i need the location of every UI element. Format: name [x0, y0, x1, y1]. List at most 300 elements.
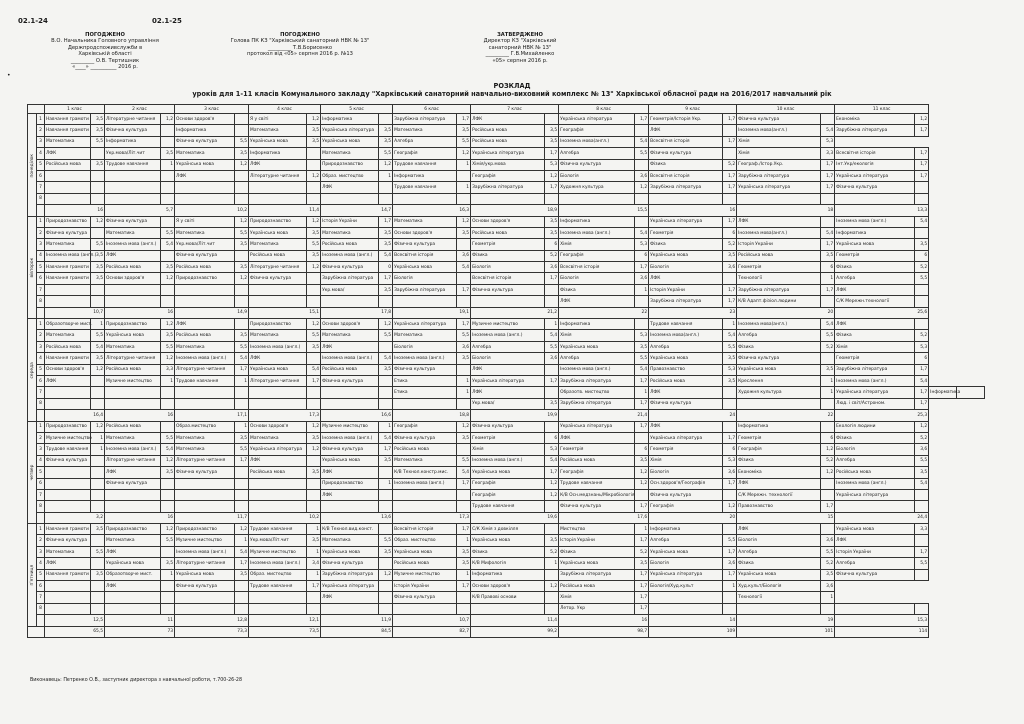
- lesson-row: [28, 398, 985, 409]
- subject-cell: [835, 603, 915, 614]
- hours-cell: 1,7: [379, 273, 393, 284]
- subject-cell: Фізична культура: [45, 455, 91, 466]
- hours-cell: 1,2: [635, 478, 649, 489]
- day-total: 15,5: [559, 205, 649, 216]
- hours-cell: 3,5: [161, 148, 175, 159]
- hours-cell: 5,5: [915, 273, 929, 284]
- hours-cell: [915, 489, 929, 500]
- subject-cell: Природознавство: [321, 159, 379, 170]
- day-total-row: [28, 512, 985, 523]
- day-total: 16,6: [321, 410, 393, 421]
- subject-cell: Музичне мистецтво: [471, 319, 545, 330]
- hours-cell: 1,2: [235, 159, 249, 170]
- lesson-number: 2: [37, 125, 45, 136]
- day-name: понеділок: [28, 114, 37, 217]
- subject-cell: Російська мова: [471, 227, 545, 238]
- subject-cell: Біологія: [393, 273, 457, 284]
- subject-cell: [249, 284, 307, 295]
- hours-cell: 5,5: [635, 148, 649, 159]
- hours-cell: 1: [307, 524, 321, 535]
- subject-cell: Укр.мова/: [471, 398, 545, 409]
- hours-cell: 1,7: [821, 159, 835, 170]
- subject-cell: Навчання грамоти: [45, 569, 91, 580]
- lesson-number: 2: [37, 535, 45, 546]
- subject-cell: Математика: [393, 125, 457, 136]
- hours-cell: 1,7: [307, 581, 321, 592]
- day-total-row: [28, 307, 985, 318]
- approved-line: _________ Г.В.Михайленко: [485, 51, 555, 58]
- hours-cell: [915, 319, 929, 330]
- hours-cell: [379, 398, 393, 409]
- hours-cell: [635, 159, 649, 170]
- hours-cell: [545, 193, 559, 204]
- hours-cell: [161, 501, 175, 512]
- subject-cell: Українська мова: [321, 546, 379, 557]
- subject-cell: Українська література: [393, 319, 457, 330]
- subject-cell: Українська література: [835, 387, 915, 398]
- total-spacer: [37, 205, 45, 216]
- subject-cell: [649, 603, 723, 614]
- hours-cell: 1: [635, 524, 649, 535]
- subject-cell: Російська мова: [471, 125, 545, 136]
- subject-cell: Геометрія: [835, 250, 915, 261]
- hours-cell: 3,5: [307, 250, 321, 261]
- hours-cell: [235, 387, 249, 398]
- hours-cell: [723, 125, 737, 136]
- hours-cell: 3,5: [307, 535, 321, 546]
- subject-cell: Іноземна мова (англ.): [471, 455, 545, 466]
- subject-cell: Українська мова: [249, 227, 307, 238]
- day-total: 14: [649, 615, 737, 626]
- subject-cell: Математика: [45, 136, 91, 147]
- hours-cell: [307, 478, 321, 489]
- subject-cell: [835, 193, 915, 204]
- hours-cell: [91, 148, 105, 159]
- hours-cell: [91, 284, 105, 295]
- hours-cell: [91, 296, 105, 307]
- subject-cell: Українська мова: [105, 330, 161, 341]
- hours-cell: 5,5: [161, 227, 175, 238]
- subject-cell: Зарубіжна література: [559, 375, 635, 386]
- hours-cell: [545, 501, 559, 512]
- subject-cell: Іноземна мова (англ.): [835, 375, 915, 386]
- hours-cell: [91, 170, 105, 181]
- hours-cell: 5,5: [457, 330, 471, 341]
- hours-cell: [91, 193, 105, 204]
- hours-cell: 1: [821, 273, 835, 284]
- subject-cell: Навчання грамоти: [45, 524, 91, 535]
- subject-cell: Українська мова: [105, 558, 161, 569]
- hours-cell: [545, 569, 559, 580]
- subject-cell: Основи здоров'я: [175, 114, 235, 125]
- hours-cell: 3,6: [545, 353, 559, 364]
- subject-cell: Українська література: [559, 114, 635, 125]
- grand-total-spacer: [28, 626, 45, 637]
- subject-cell: Українська мова: [175, 159, 235, 170]
- hours-cell: [915, 535, 929, 546]
- lesson-row: [28, 432, 985, 443]
- subject-cell: Трудове навчання: [249, 581, 307, 592]
- subject-cell: Навчання грамоти: [45, 262, 91, 273]
- hours-cell: [821, 524, 835, 535]
- subject-cell: Іноземна мова (англ.): [835, 216, 915, 227]
- agreed-line: Харківській області: [78, 51, 132, 58]
- hours-cell: 3,5: [821, 364, 835, 375]
- hours-cell: 1,7: [379, 216, 393, 227]
- subject-cell: Українська література: [835, 170, 915, 181]
- lesson-number: 4: [37, 558, 45, 569]
- hours-cell: 1,7: [821, 501, 835, 512]
- subject-cell: [105, 284, 161, 295]
- lesson-row: [28, 478, 985, 489]
- hours-cell: 3,5: [91, 569, 105, 580]
- hours-cell: 5,4: [723, 330, 737, 341]
- subject-cell: Українська мова: [471, 467, 545, 478]
- day-total: 10,7: [45, 307, 105, 318]
- day-total: 20: [649, 512, 737, 523]
- hours-cell: 1,2: [545, 478, 559, 489]
- hours-cell: [91, 489, 105, 500]
- hours-cell: 1,7: [723, 478, 737, 489]
- subject-cell: ЛФК: [321, 489, 379, 500]
- subject-cell: ЛФК: [105, 250, 161, 261]
- lesson-row: [28, 501, 985, 512]
- hours-cell: 3,5: [307, 467, 321, 478]
- hours-cell: [379, 581, 393, 592]
- subject-cell: Іноземна мова(англ.): [737, 125, 821, 136]
- hours-cell: 3,5: [545, 216, 559, 227]
- hours-cell: 3,5: [635, 455, 649, 466]
- subject-cell: Трудове навчання: [45, 444, 91, 455]
- subject-cell: Зарубіжна література: [649, 182, 723, 193]
- grand-total: 73,3: [175, 626, 249, 637]
- day-total: 21,2: [471, 307, 559, 318]
- day-total: 19,1: [393, 307, 471, 318]
- hours-cell: [379, 489, 393, 500]
- hours-cell: [635, 125, 649, 136]
- subject-cell: К/В Адапт.фізіол.людини: [737, 296, 821, 307]
- day-total: 18,8: [393, 410, 471, 421]
- hours-cell: [723, 421, 737, 432]
- hours-cell: 1,2: [307, 421, 321, 432]
- subject-cell: [321, 193, 379, 204]
- hours-cell: 3,6: [723, 467, 737, 478]
- title-main: РОЗКЛАД: [493, 82, 531, 90]
- subject-cell: ЛФК: [737, 524, 821, 535]
- subject-cell: Фізика: [559, 546, 635, 557]
- hours-cell: 3,3: [915, 524, 929, 535]
- hours-cell: [379, 375, 393, 386]
- hours-cell: [915, 193, 929, 204]
- hours-cell: 3,5: [635, 341, 649, 352]
- subject-cell: Музичне мистецтво: [45, 432, 91, 443]
- lesson-row: [28, 341, 985, 352]
- subject-cell: Географія: [393, 148, 457, 159]
- hours-cell: 1: [723, 319, 737, 330]
- hours-cell: 1,7: [457, 524, 471, 535]
- subject-cell: Правознавство: [649, 364, 723, 375]
- subject-cell: Алгебра: [835, 558, 915, 569]
- total-spacer: [37, 512, 45, 523]
- hours-cell: [161, 603, 175, 614]
- subject-cell: [249, 296, 307, 307]
- day-total: 16: [649, 205, 737, 216]
- subject-cell: [175, 182, 235, 193]
- hours-cell: [235, 398, 249, 409]
- subject-cell: Іноземна мова (англ.): [105, 239, 161, 250]
- subject-cell: Російська мова: [45, 341, 91, 352]
- hours-cell: 5,3: [723, 364, 737, 375]
- lesson-number: 3: [37, 341, 45, 352]
- subject-cell: ЛФК: [649, 421, 723, 432]
- subject-cell: Іноземна мова (англ.): [321, 432, 379, 443]
- hours-cell: [235, 489, 249, 500]
- hours-cell: 6: [545, 432, 559, 443]
- hours-cell: 1: [91, 444, 105, 455]
- hours-cell: 1,7: [821, 239, 835, 250]
- hours-cell: 5,5: [723, 341, 737, 352]
- subject-cell: Фізична культура: [737, 114, 821, 125]
- day-name: четвер: [28, 421, 37, 524]
- hours-cell: [307, 284, 321, 295]
- subject-cell: Навчання грамоти: [45, 114, 91, 125]
- day-total: 14,9: [175, 307, 249, 318]
- subject-cell: [393, 603, 457, 614]
- hours-cell: 1,7: [635, 375, 649, 386]
- day-total: 10,2: [175, 205, 249, 216]
- subject-cell: Українська мова: [471, 535, 545, 546]
- subject-cell: Основи здоров'я: [249, 421, 307, 432]
- hours-cell: 5,3: [723, 455, 737, 466]
- hours-cell: 3,5: [379, 284, 393, 295]
- hours-cell: 3,5: [91, 250, 105, 261]
- hours-cell: 5,3: [915, 341, 929, 352]
- subject-cell: Фізична культура: [393, 239, 457, 250]
- subject-cell: Музичне мистецтво: [393, 569, 457, 580]
- hours-cell: [821, 398, 835, 409]
- hours-cell: 1: [161, 159, 175, 170]
- subject-cell: [175, 489, 235, 500]
- hours-cell: 1,2: [457, 216, 471, 227]
- hours-cell: 3,4: [307, 558, 321, 569]
- subject-cell: Українська мова: [649, 250, 723, 261]
- hours-cell: [161, 136, 175, 147]
- subject-cell: [45, 170, 91, 181]
- day-total: 18: [737, 205, 835, 216]
- hours-cell: 3,5: [723, 375, 737, 386]
- hours-cell: 1,7: [915, 364, 929, 375]
- subject-cell: Фізика: [649, 159, 723, 170]
- hours-cell: 1: [821, 375, 835, 386]
- hours-cell: 1,7: [235, 364, 249, 375]
- subject-cell: Фізика: [835, 262, 915, 273]
- subject-cell: [105, 170, 161, 181]
- hours-cell: 3,6: [915, 444, 929, 455]
- hours-cell: 1,7: [635, 603, 649, 614]
- lesson-row: [28, 227, 985, 238]
- hours-cell: 5,4: [379, 353, 393, 364]
- subject-cell: Музичне мистецтво: [105, 375, 161, 386]
- lesson-row: [28, 148, 985, 159]
- lesson-number: 6: [37, 273, 45, 284]
- hours-cell: 1,2: [307, 444, 321, 455]
- subject-cell: Зарубіжна література: [321, 273, 379, 284]
- hours-cell: [307, 296, 321, 307]
- day-total: 17,8: [321, 307, 393, 318]
- hours-cell: [307, 148, 321, 159]
- subject-cell: Біологія: [559, 170, 635, 181]
- hours-cell: 1,7: [635, 569, 649, 580]
- subject-cell: Географія: [559, 125, 635, 136]
- class-header: 5 клас: [321, 105, 393, 114]
- hours-cell: 1,7: [821, 170, 835, 181]
- subject-cell: К/В Технол.констр.мис.: [393, 467, 457, 478]
- hours-cell: 1,7: [723, 432, 737, 443]
- subject-cell: Хімія: [737, 148, 821, 159]
- hours-cell: 1,7: [635, 421, 649, 432]
- subject-cell: Алгебра: [559, 353, 635, 364]
- hours-cell: [821, 114, 835, 125]
- hours-cell: 5,4: [235, 353, 249, 364]
- lesson-number: 6: [37, 581, 45, 592]
- subject-cell: Фізична культура: [105, 125, 161, 136]
- hours-cell: 1,2: [161, 114, 175, 125]
- hours-cell: 5,3: [635, 239, 649, 250]
- subject-cell: Навчання грамоти: [45, 273, 91, 284]
- hours-cell: 1: [545, 558, 559, 569]
- subject-cell: [45, 478, 91, 489]
- hours-cell: 1,7: [723, 296, 737, 307]
- day-total: 15,3: [835, 615, 929, 626]
- subject-cell: [175, 284, 235, 295]
- lesson-row: [28, 250, 985, 261]
- day-total: 23: [649, 307, 737, 318]
- subject-cell: [393, 398, 457, 409]
- hours-cell: 1,7: [457, 284, 471, 295]
- hours-cell: 3,5: [457, 125, 471, 136]
- hours-cell: 3,5: [307, 432, 321, 443]
- hours-cell: 1,7: [635, 262, 649, 273]
- subject-cell: [737, 398, 821, 409]
- hours-cell: [307, 353, 321, 364]
- hours-cell: 1,2: [457, 148, 471, 159]
- subject-cell: Правознавство: [737, 501, 821, 512]
- subject-cell: Іноземна мова(англ.): [649, 330, 723, 341]
- hours-cell: [235, 170, 249, 181]
- hours-cell: 1,7: [915, 387, 929, 398]
- hours-cell: 1,7: [635, 398, 649, 409]
- hours-cell: [545, 364, 559, 375]
- lesson-row: [28, 170, 985, 181]
- subject-cell: Геометрія: [737, 432, 821, 443]
- lesson-row: [28, 444, 985, 455]
- lesson-row: [28, 319, 985, 330]
- hours-cell: 1,7: [915, 170, 929, 181]
- hours-cell: [161, 193, 175, 204]
- subject-cell: [45, 193, 91, 204]
- hours-cell: [457, 170, 471, 181]
- lesson-number: 1: [37, 524, 45, 535]
- subject-cell: Люд. і світ/Астроном.: [835, 398, 915, 409]
- hours-cell: 3,3: [161, 364, 175, 375]
- hours-cell: 3,5: [379, 136, 393, 147]
- day-total: 3,2: [45, 512, 105, 523]
- subject-cell: Алгебра: [471, 341, 545, 352]
- subject-cell: [649, 592, 723, 603]
- lesson-row: [28, 273, 985, 284]
- lesson-number: 5: [37, 569, 45, 580]
- hours-cell: 6: [545, 239, 559, 250]
- hours-cell: 5,4: [379, 432, 393, 443]
- subject-cell: ЛФК: [737, 216, 821, 227]
- subject-cell: Математика: [249, 432, 307, 443]
- hours-cell: 5,5: [457, 136, 471, 147]
- hours-cell: 5,3: [821, 136, 835, 147]
- hours-cell: 5,4: [545, 455, 559, 466]
- subject-cell: Російська мова: [45, 159, 91, 170]
- subject-cell: Українська література: [737, 182, 821, 193]
- subject-cell: Російська мова: [321, 239, 379, 250]
- hours-cell: 1: [307, 569, 321, 580]
- hours-cell: 1,7: [723, 114, 737, 125]
- subject-cell: Фізика: [471, 546, 545, 557]
- lesson-row: [28, 581, 985, 592]
- day-total: 21,4: [559, 410, 649, 421]
- grand-total: 73: [105, 626, 175, 637]
- subject-cell: ЛФК: [559, 432, 635, 443]
- day-total: 25,6: [835, 307, 929, 318]
- hours-cell: [545, 524, 559, 535]
- hours-cell: 1,7: [723, 284, 737, 295]
- hours-cell: [235, 319, 249, 330]
- lesson-number: 2: [37, 432, 45, 443]
- hours-cell: [457, 489, 471, 500]
- subject-cell: Фізика: [835, 330, 915, 341]
- hours-cell: 3,5: [235, 239, 249, 250]
- subject-cell: ЛФК: [249, 353, 307, 364]
- hours-cell: 1: [821, 592, 835, 603]
- hours-cell: 1,2: [379, 569, 393, 580]
- subject-cell: Природознавство: [175, 273, 235, 284]
- hours-cell: [161, 546, 175, 557]
- day-name: п'ятниця: [28, 524, 37, 627]
- hours-cell: 1,7: [235, 455, 249, 466]
- subject-cell: Інформатика: [249, 148, 307, 159]
- subject-cell: Фізична культура: [393, 364, 457, 375]
- subject-cell: ЛФК: [249, 455, 307, 466]
- hours-cell: 5,5: [161, 535, 175, 546]
- subject-cell: Фізика: [835, 432, 915, 443]
- hours-cell: [235, 125, 249, 136]
- subject-cell: Біологія: [835, 444, 915, 455]
- subject-cell: Історія України: [321, 216, 379, 227]
- hours-cell: 1,2: [161, 524, 175, 535]
- lesson-number: 4: [37, 455, 45, 466]
- hours-cell: 3,6: [821, 535, 835, 546]
- hours-cell: [161, 478, 175, 489]
- hours-cell: [545, 114, 559, 125]
- hours-cell: [457, 501, 471, 512]
- hours-cell: 5,5: [307, 239, 321, 250]
- hours-cell: 6: [635, 444, 649, 455]
- lesson-number: 6: [37, 478, 45, 489]
- lesson-number: 1: [37, 319, 45, 330]
- hours-cell: [379, 182, 393, 193]
- hours-cell: 1: [457, 569, 471, 580]
- hours-cell: 1,2: [307, 319, 321, 330]
- grand-total: 109: [649, 626, 737, 637]
- class-header: 4 клас: [249, 105, 321, 114]
